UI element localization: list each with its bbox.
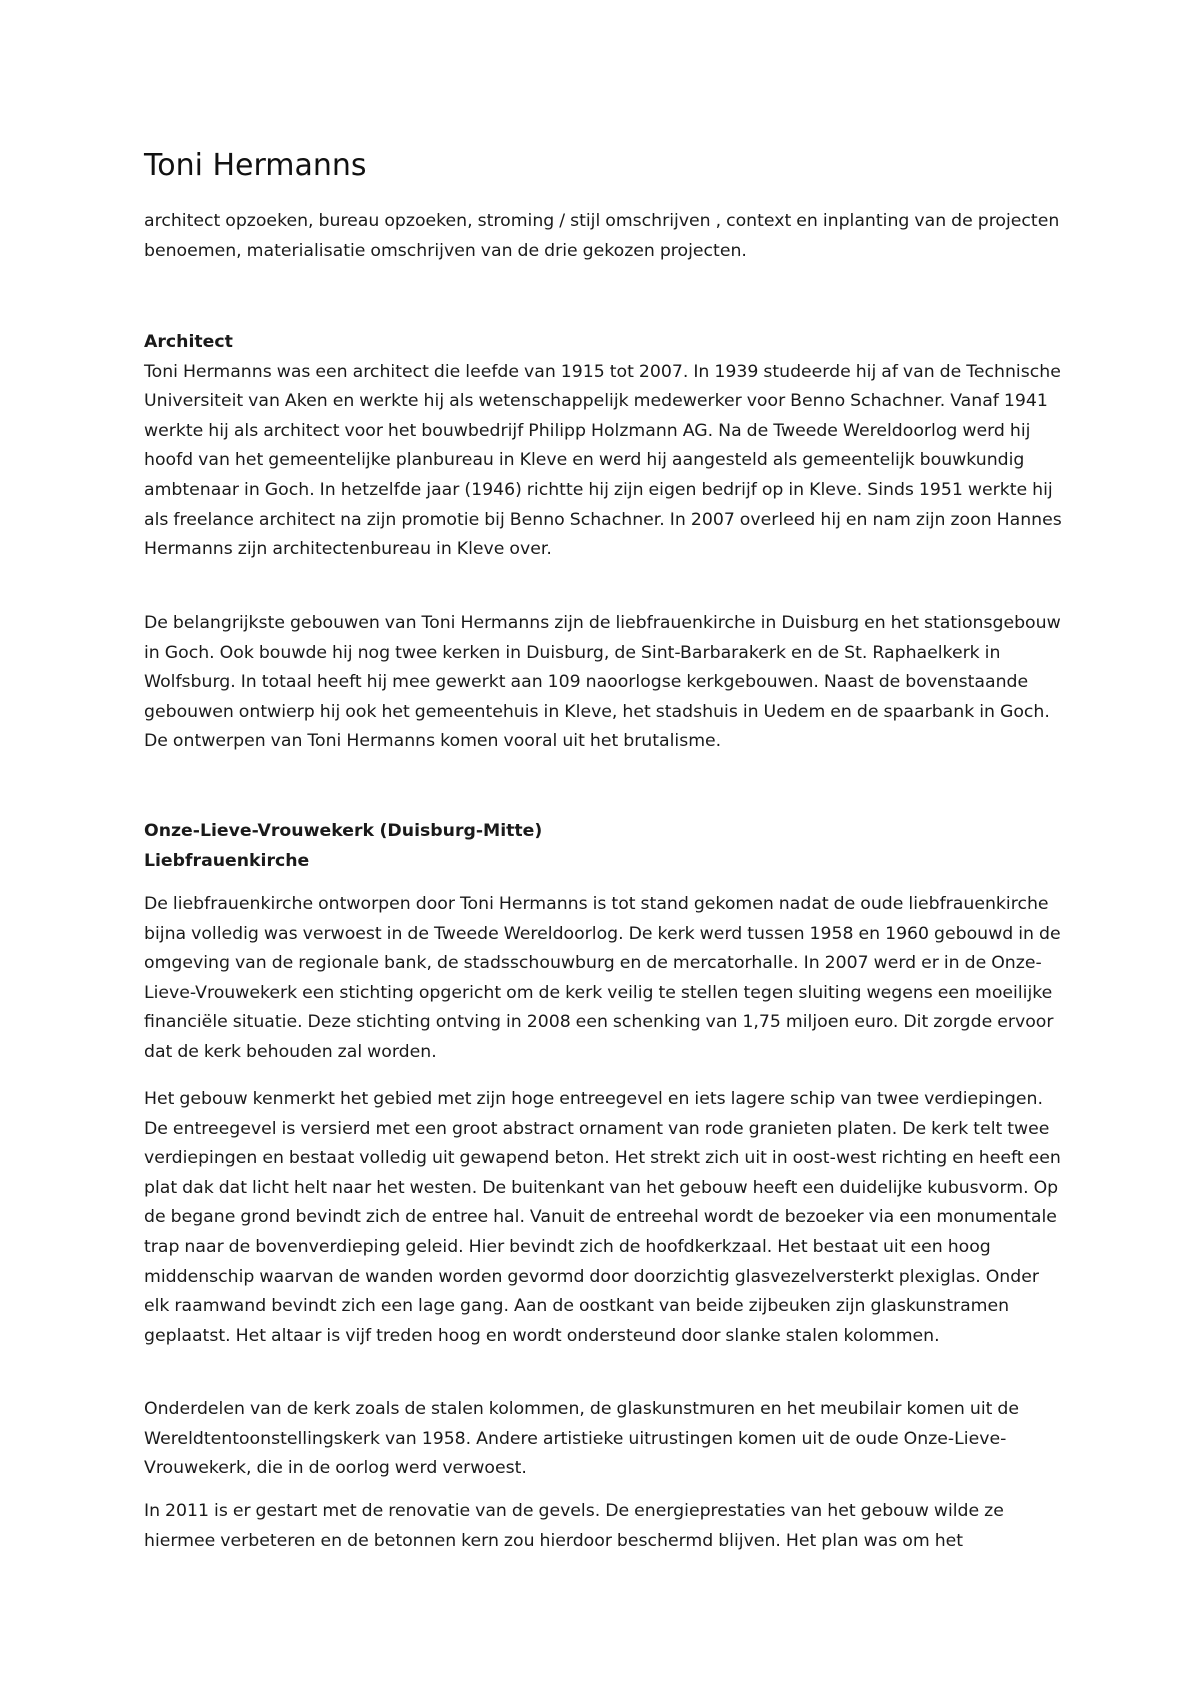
church-paragraph-1: De liebfrauenkirche ontworpen door Toni Hermanns is tot stand gekomen nadat de oude liebfrauenkirche bijna volledig was verwoest in de Tweede Wereldoorlog. De kerk werd tussen 1958 en 1960 gebouwd in de omgeving van de regionale bank, de stadsschouwburg en de mercatorhalle. In 2007 werd er in de Onze-Lieve-Vrouwekerk een stichting opgericht om de kerk veilig te stellen tegen sluiting wegens een moeilijke financiële situatie. Deze stichting ontving in 2008 een schenking van 1,75 miljoen euro. Dit zorgde ervoor dat de kerk behouden zal worden.: [144, 894, 1061, 1062]
architect-paragraph-1: Toni Hermanns was een architect die leefde van 1915 tot 2007. In 1939 studeerde hij af van de Technische Universiteit van Aken en werkte hij als wetenschappelijk medewerker voor Benno Schachner. Vanaf 1941 werkte hij als architect voor het bouwbedrijf Philipp Holzmann AG. Na de Tweede Wereldoorlog werd hij hoofd van het gemeentelijke planbureau in Kleve en werd hij aangesteld als gemeentelijk bouwkundig ambtenaar in Goch. In hetzelfde jaar (1946) richtte hij zijn eigen bedrijf op in Kleve. Sinds 1951 werkte hij als freelance architect na zijn promotie bij Benno Schachner. In 2007 overleed hij en nam zijn zoon Hannes Hermanns zijn architectenbureau in Kleve over.: [144, 361, 1062, 560]
church-section-heading: [144, 817, 1064, 876]
church-paragraph-2: Het gebouw kenmerkt het gebied met zijn hoge entreegevel en iets lagere schip van twee verdiepingen. De entreegevel is versierd met een groot abstract ornament van rode granieten platen. De kerk telt twee verdiepingen en bestaat volledig uit gewapend beton. Het strekt zich uit in oost-west richting en heeft een plat dak dat licht helt naar het westen. De buitenkant van het gebouw heeft een duidelijke kubusvorm. Op de begane grond bevindt zich de entree hal. Vanuit de entreehal wordt de bezoeker via een monumentale trap naar de bovenverdieping geleid. Hier bevindt zich de hoofdkerkzaal. Het bestaat uit een hoog middenschip waarvan de wanden worden gevormd door doorzichtig glasvezelversterkt plexiglas. Onder elk raamwand bevindt zich een lage gang. Aan de oostkant van beide zijbeuken zijn glaskunstramen geplaatst. Het altaar is vijf treden hoog en wordt ondersteund door slanke stalen kolommen.: [144, 1089, 1061, 1346]
architect-heading: Architect: [144, 332, 233, 352]
church-subheading: Liebfrauenkirche: [144, 850, 310, 871]
church-paragraph-4: In 2011 is er gestart met de renovatie van de gevels. De energieprestaties van het gebouw wilde ze hiermee verbeteren en de betonnen kern zou hierdoor beschermd blijven. Het plan was om het: [144, 1501, 1004, 1551]
architect-paragraph-2: De belangrijkste gebouwen van Toni Hermanns zijn de liebfrauenkirche in Duisburg en het stationsgebouw in Goch. Ook bouwde hij nog twee kerken in Duisburg, de Sint-Barbarakerk en de St. Raphaelkerk in Wolfsburg. In totaal heeft hij mee gewerkt aan 109 naoorlogse kerkgebouwen. Naast de bovenstaande gebouwen ontwierp hij ook het gemeentehuis in Kleve, het stadshuis in Uedem en de spaarbank in Goch. De ontwerpen van Toni Hermanns komen vooral uit het brutalisme.: [144, 613, 1061, 752]
church-paragraph-3: Onderdelen van de kerk zoals de stalen kolommen, de glaskunstmuren en het meubilair komen uit de Wereldtentoonstellingskerk van 1958. Andere artistieke uitrustingen komen uit de oude Onze-Lieve-Vrouwekerk, die in de oorlog werd verwoest.: [144, 1399, 1019, 1479]
architect-section: [144, 328, 1064, 565]
document-title: Toni Hermanns: [144, 148, 367, 183]
intro-paragraph: architect opzoeken, bureau opzoeken, stroming / stijl omschrijven , context en inplanting van de projecten benoemen, materialisatie omschrijven van de drie gekozen projecten.: [144, 211, 1060, 261]
church-heading: Onze-Lieve-Vrouwekerk (Duisburg-Mitte): [144, 821, 543, 841]
